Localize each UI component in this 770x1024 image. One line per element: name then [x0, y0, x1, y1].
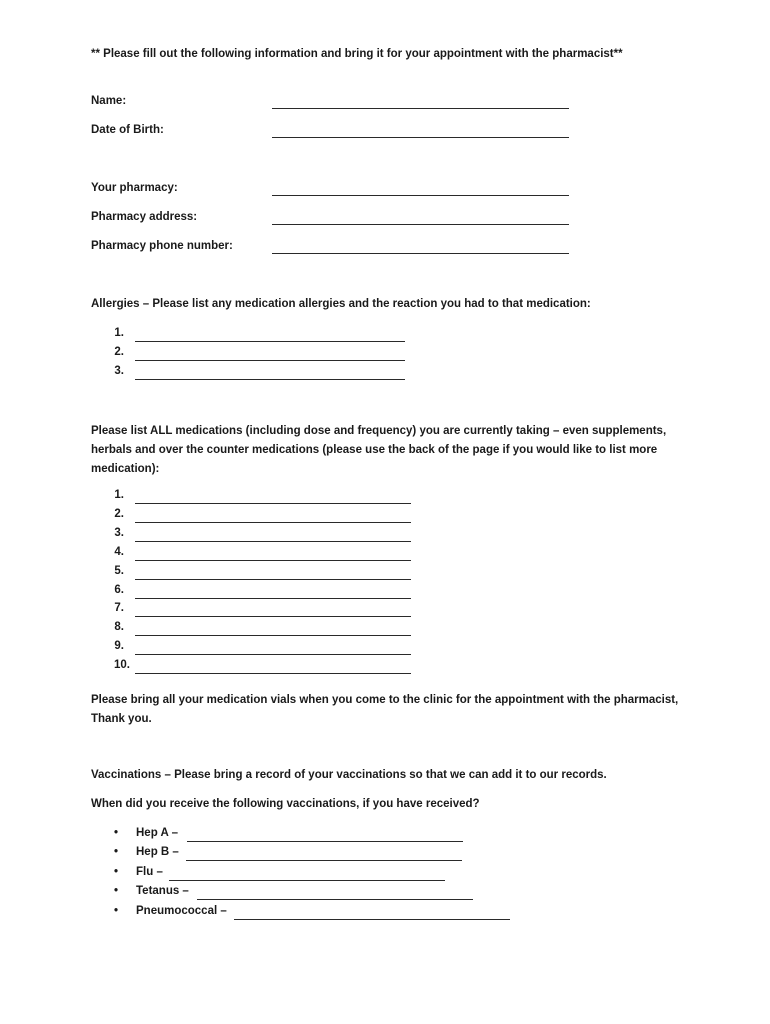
- medications-heading: Please list ALL medications (including dose and frequency) you are currently taking – even supplements, herbals and over the counter medications (please use the back of the page if you would like to list more medication):: [91, 425, 667, 475]
- medication-blank-line[interactable]: [135, 598, 411, 599]
- pneumococcal-blank-line[interactable]: [234, 919, 510, 920]
- allergy-number: 3.: [114, 365, 124, 377]
- vaccine-label-flu: Flu –: [136, 866, 163, 878]
- medication-number: 4.: [114, 546, 124, 558]
- allergy-blank-line[interactable]: [135, 379, 405, 380]
- allergy-blank-line[interactable]: [135, 360, 405, 361]
- flu-blank-line[interactable]: [169, 880, 445, 881]
- medication-number: 6.: [114, 584, 124, 596]
- medication-blank-line[interactable]: [135, 616, 411, 617]
- medication-number: 5.: [114, 565, 124, 577]
- vaccine-label-pneumococcal: Pneumococcal –: [136, 905, 227, 917]
- pharmacy-address-blank-line[interactable]: [272, 224, 569, 225]
- medication-number: 1.: [114, 489, 124, 501]
- name-blank-line[interactable]: [272, 108, 569, 109]
- medication-number: 3.: [114, 527, 124, 539]
- hep-b-blank-line[interactable]: [186, 860, 462, 861]
- pharmacy-address-label: Pharmacy address:: [91, 211, 198, 223]
- medication-blank-line[interactable]: [135, 560, 411, 561]
- medication-number: 7.: [114, 602, 124, 614]
- medication-number: 9.: [114, 640, 124, 652]
- medication-number: 8.: [114, 621, 124, 633]
- vaccinations-heading: Vaccinations – Please bring a record of your vaccinations so that we can add it to our records.: [91, 769, 607, 781]
- dob-blank-line[interactable]: [272, 137, 569, 138]
- medication-blank-line[interactable]: [135, 673, 411, 674]
- bullet: •: [114, 827, 119, 839]
- medication-number: 2.: [114, 508, 124, 520]
- bullet: •: [114, 885, 119, 897]
- allergy-number: 1.: [114, 327, 124, 339]
- medication-blank-line[interactable]: [135, 541, 411, 542]
- dob-label: Date of Birth:: [91, 124, 164, 136]
- pharmacy-blank-line[interactable]: [272, 195, 569, 196]
- pharmacy-phone-blank-line[interactable]: [272, 253, 569, 254]
- bullet: •: [114, 905, 119, 917]
- medication-blank-line[interactable]: [135, 503, 411, 504]
- medication-blank-line[interactable]: [135, 635, 411, 636]
- allergy-number: 2.: [114, 346, 124, 358]
- medication-number: 10.: [114, 659, 130, 671]
- medication-blank-line[interactable]: [135, 579, 411, 580]
- vaccinations-question: When did you receive the following vaccinations, if you have received?: [91, 798, 480, 810]
- medication-blank-line[interactable]: [135, 654, 411, 655]
- vaccine-label-hep-a: Hep A –: [136, 827, 178, 839]
- allergies-heading: Allergies – Please list any medication allergies and the reaction you had to that medication:: [91, 298, 591, 310]
- allergy-blank-line[interactable]: [135, 341, 405, 342]
- bullet: •: [114, 866, 119, 878]
- name-label: Name:: [91, 95, 127, 107]
- bullet: •: [114, 846, 119, 858]
- vaccine-label-hep-b: Hep B –: [136, 846, 179, 858]
- vaccine-label-tetanus: Tetanus –: [136, 885, 189, 897]
- pharmacy-label: Your pharmacy:: [91, 182, 178, 194]
- form-instruction: ** Please fill out the following information and bring it for your appointment with the pharmacist**: [91, 48, 623, 60]
- hep-a-blank-line[interactable]: [187, 841, 463, 842]
- pharmacy-phone-label: Pharmacy phone number:: [91, 240, 233, 252]
- closing-note: Please bring all your medication vials when you come to the clinic for the appointment with the pharmacist, Thank you.: [91, 694, 679, 725]
- tetanus-blank-line[interactable]: [197, 899, 473, 900]
- medication-blank-line[interactable]: [135, 522, 411, 523]
